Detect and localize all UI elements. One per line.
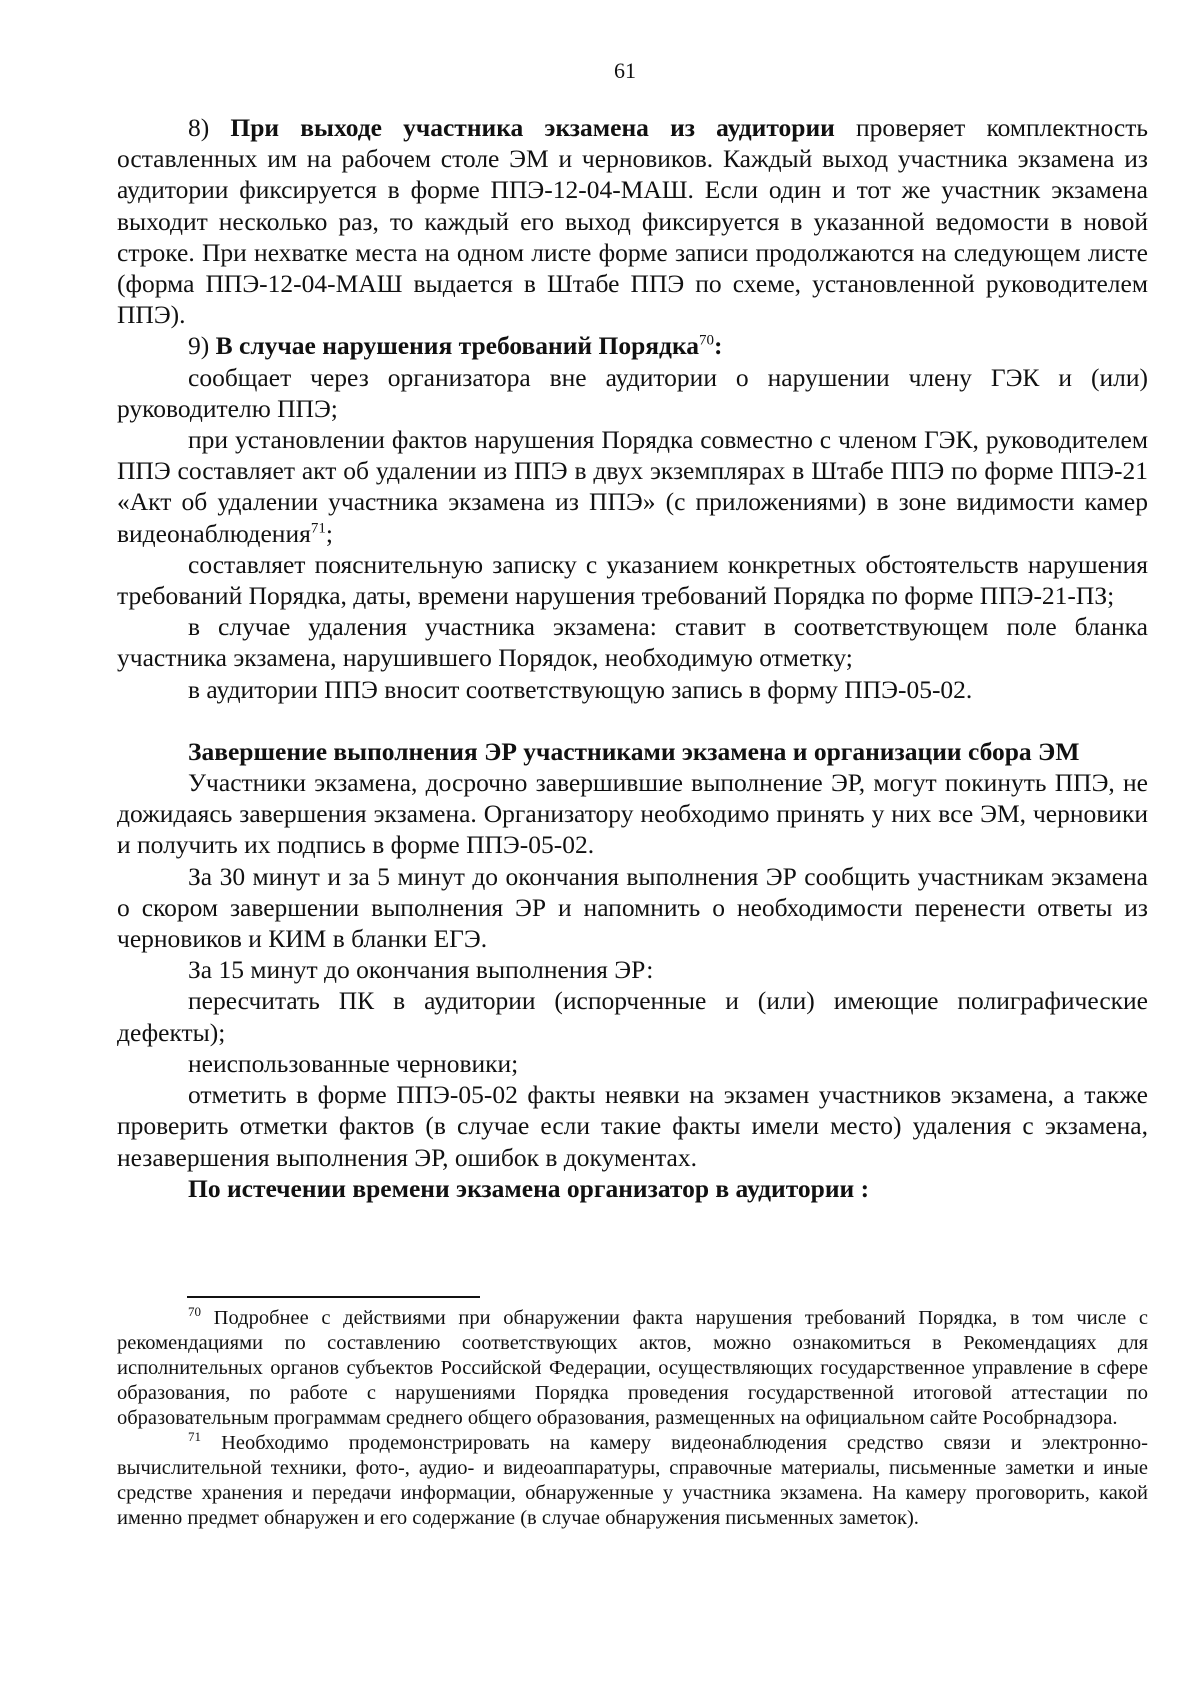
section-paragraph-4: пересчитать ПК в аудитории (испорченные и (или) имеющие полиграфические дефекты); <box>117 986 1148 1047</box>
item-9-bold-lead: В случае нарушения требований Порядка <box>215 331 700 361</box>
violation-action-2-text: при установлении фактов нарушения Порядка совместно с членом ГЭК, руководителем ППЭ составляет акт об удалении из ППЭ в двух экземплярах в Штабе ППЭ по форме ППЭ-21 «Акт об удалении участника экзамена из ППЭ» (с приложениями) в зоне видимости камер видеонаблюдения <box>117 425 1148 548</box>
section-paragraph-2: За 30 минут и за 5 минут до окончания выполнения ЭР сообщить участникам экзамена о скором завершении выполнения ЭР и напомнить о необходимости перенести ответы из черновиков и КИМ в бланки ЕГЭ. <box>117 861 1148 954</box>
footnote-71 <box>117 1431 1148 1531</box>
item-9-number: 9) <box>188 331 216 361</box>
item-9-paragraph <box>117 330 1148 361</box>
section-paragraph-6: отметить в форме ППЭ-05-02 факты неявки на экзамен участников экзамена, а также проверить отметки фактов (в случае если такие факты имели место) удаления с экзамена, незавершения выполнения ЭР, ошибок в документах. <box>117 1080 1148 1172</box>
main-text <box>117 112 1148 1204</box>
item-8-paragraph <box>117 112 1148 330</box>
violation-action-3: составляет пояснительную записку с указанием конкретных обстоятельств нарушения требований Порядка, даты, времени нарушения требований Порядка по форме ППЭ-21-ПЗ; <box>117 549 1148 611</box>
violation-action-4: в случае удаления участника экзамена: ставит в соответствующем поле бланка участника экзамена, нарушившего Порядок, необходимую отметку; <box>117 612 1148 673</box>
section-paragraph-3: За 15 минут до окончания выполнения ЭР: <box>188 955 654 985</box>
footnote-ref-71[interactable]: 71 <box>310 520 326 537</box>
item-8-text: проверяет комплектность оставленных им на рабочем столе ЭМ и черновиков. Каждый выход участника экзамена из аудитории фиксируется в форме ППЭ-12-04-МАШ. Если один и тот же участник экзамена выходит несколько раз, то каждый его выход фиксируется в указанной ведомости в новой строке. При нехватке места на одном листе форме записи продолжаются на следующем листе (форма ППЭ-12-04-МАШ выдается в Штабе ППЭ по схеме, установленной руководителем ППЭ). <box>117 113 1148 330</box>
section-heading: Завершение выполнения ЭР участниками экзамена и организации сбора ЭМ <box>188 736 1080 766</box>
section-paragraph-1: Участники экзамена, досрочно завершившие выполнение ЭР, могут покинуть ППЭ, не дожидаясь завершения экзамена. Организатору необходимо принять у них все ЭМ, черновики и получить их подпись в форме ППЭ-05-02. <box>117 768 1148 860</box>
footnote-ref-70[interactable]: 70 <box>699 332 715 349</box>
item-9-colon: : <box>714 331 723 361</box>
violation-action-1: сообщает через организатора вне аудитории о нарушении члену ГЭК и (или) руководителю ППЭ; <box>117 362 1148 423</box>
footnote-71-number: 71 <box>188 1429 201 1445</box>
item-8-bold-lead: При выходе участника экзамена из аудитории <box>230 113 835 142</box>
item-8-number: 8) <box>188 113 231 142</box>
violation-action-2 <box>117 424 1148 549</box>
footnote-70-text: Подробнее с действиями при обнаружении факта нарушения требований Порядка, в том числе с рекомендациями по составлению соответствующих актов, можно ознакомиться в Рекомендациях для исполнительных органов субъектов Российской Федерации, осуществляющих государственное управление в сфере образования, по работе с нарушениями Порядка проведения государственной итоговой аттестации по образовательным программам среднего общего образования, размещенных на официальном сайте Рособрнадзора. <box>117 1307 1148 1429</box>
section-paragraph-7-bold: По истечении времени экзамена организатор в аудитории : <box>188 1173 870 1203</box>
page-number: 61 <box>614 58 636 83</box>
footnote-70-number: 70 <box>188 1304 201 1320</box>
footnote-divider <box>187 1296 480 1298</box>
violation-action-5: в аудитории ППЭ вносит соответствующую запись в форму ППЭ-05-02. <box>188 674 973 704</box>
section-paragraph-5: неиспользованные черновики; <box>188 1048 519 1078</box>
footnotes <box>117 1306 1148 1531</box>
violation-action-2-end: ; <box>325 518 333 548</box>
footnote-70 <box>117 1306 1148 1431</box>
footnote-71-text: Необходимо продемонстрировать на камеру видеонаблюдения средство связи и электронно-вычислительной техники, фото-, аудио- и видеоаппаратуры, справочные материалы, письменные заметки и иные средстве хранения и передачи информации, обнаруженные у участника экзамена. На камеру проговорить, какой именно предмет обнаружен и его содержание (в случае обнаружения письменных заметок). <box>117 1432 1148 1529</box>
